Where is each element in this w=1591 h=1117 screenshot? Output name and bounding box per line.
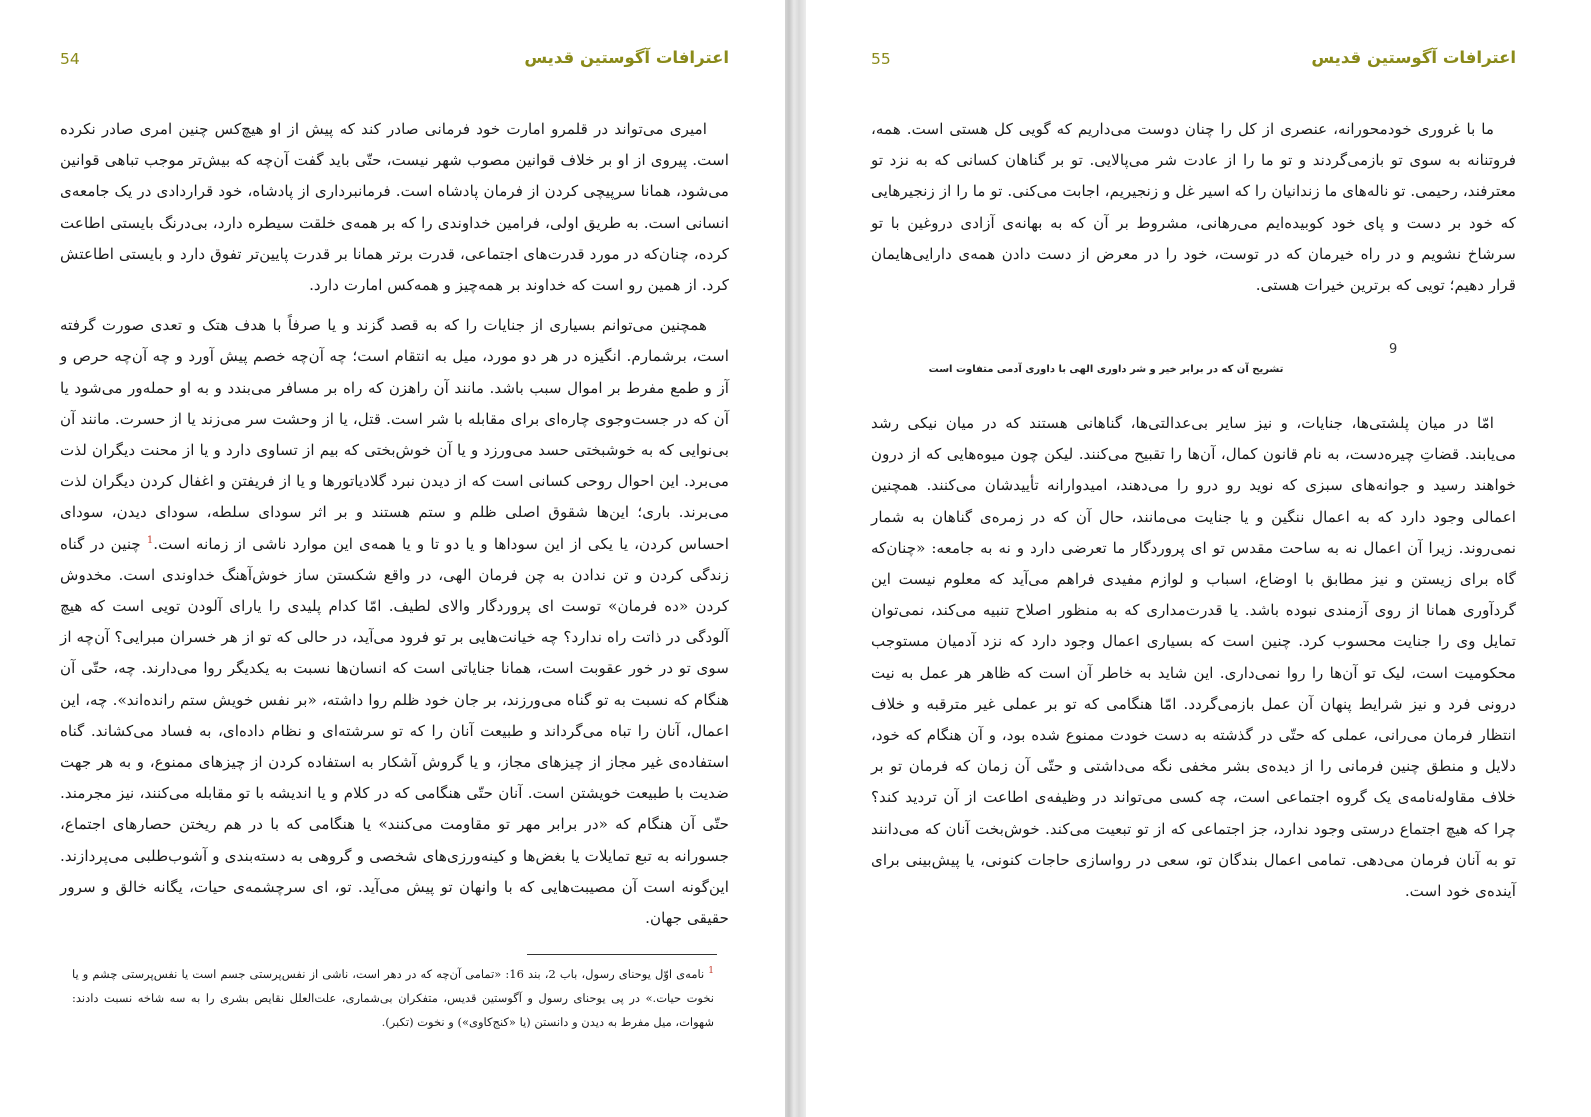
book-spine-gutter xyxy=(785,0,806,1117)
left-page-body xyxy=(60,114,729,934)
chapter-number: 9 xyxy=(1389,342,1398,357)
left-paragraph-2 xyxy=(60,310,729,934)
chapter-title: تشریح آن که در برابر خیر و شر داوری الهی با داوری آدمی متفاوت است xyxy=(928,364,1284,375)
left-page-header xyxy=(60,48,729,76)
left-paragraph-2-part-2: چنین در گناه زندگی کردن و تن ندادن به چن فرمان الهی، در واقع شکستن ساز خوش‌آهنگ خداوندی است. مخدوش کردن «ده فرمان» توست ای پروردگار والای لطیف. امّا کدام پلیدی را یارای آلودن تویی است که هیچ آلودگی در ذاتت راه ندارد؟ چه خیانت‌هایی بر تو فرود می‌آید، در حالی که تو از هر خسران مبرایی؟ آن‌چه از سوی تو در خور عقوبت است، همانا جنایاتی است که انسان‌ها نسبت به یکدیگر روا می‌دارند. چه، حتّی آن هنگام که نسبت به تو گناه می‌ورزند، بر جان خود ظلم روا داشته، «بر نفس خویش ستم رانده‌اند». چه، این اعمال، آنان را تباه می‌گرداند و طبیعت آنان را که تو سرشته‌ای و نظام داده‌ای، به فساد می‌کشاند. گناه استفاده‌ی غیر مجاز از چیزهای مجاز، و یا گروش آشکار به استفاده کردن از چیزهای ممنوع، و به هر جهت ضدیت با طبیعت خویشتن است. آنان حتّی هنگامی که در کلام و یا اندیشه با تو مقابله می‌کنند، نیز مجرمند. حتّی آن هنگام که «در برابر مهر تو مقاومت می‌کنند» یا هنگامی که با در هم ریختن حصارهای اجتماع، جسورانه به تبع تمایلات یا بغض‌ها و کینه‌ورزی‌های شخصی و گروهی به دسته‌بندی و آشوب‌طلبی می‌پردازند. این‌گونه است آن مصیبت‌هایی که با وانهان تو پیش می‌آید. تو، ای سرچشمه‌ی حیات، یگانه خالق و سرور حقیقی جهان. xyxy=(60,534,729,928)
page-number-right: 55 xyxy=(871,50,891,68)
footnote-separator xyxy=(527,954,717,955)
right-page-body-top xyxy=(871,114,1516,301)
right-page-body-bottom xyxy=(871,408,1516,907)
right-paragraph-bottom: امّا در میان پلشتی‌ها، جنایات، و نیز سایر بی‌عدالتی‌ها، گناهانی هستند که در میان نیکی رشد می‌یابند. قضاتِ چیره‌دست، به نام قانون کمال، آن‌ها را تقبیح می‌کنند. لیکن چون میوه‌هایی که از درون خواهند رسید و جوانه‌های سبزی که نوید رو درو را می‌دهند، امیدوارانه تأییدشان می‌کنند. همچنین اعمالی وجود دارد که به اعمال ننگین و یا جنایت می‌مانند، حال آن که در زمره‌ی گناهان به شمار نمی‌روند. زیرا آن اعمال نه به ساحت مقدس تو ای پروردگار ما تعرضی دارد و نه به جامعه: «چنان‌که گاه برای زیستن و نیز مطابق با اوضاع، اسباب و لوازم مفیدی فراهم می‌آید که معلوم نیست این گردآوری همانا از روی آزمندی نبوده باشد. یا قدرت‌مداری که به منظور اصلاح تنبیه می‌کند، نمی‌توان تمایل وی را جنایت محسوب کرد. چنین است که بسیاری اعمال وجود دارد که نزد آدمیان مستوجب محکومیت است، لیک تو آن‌ها را روا نمی‌داری. این شاید به خاطر آن است که ظاهر هر عمل به نیت درونی فرد و نیز شرایط پنهان آن عمل بازمی‌گردد. امّا هنگامی که تو بر عملی غیر مترقبه و خلاف انتظار فرمان می‌رانی، عملی که حتّی در گذشته به دست خودت ممنوع شده بود، و آن هنگام که خود، دلایل و منطق چنین فرمانی را از دیده‌ی بشر مخفی نگه می‌داشتی و حتّی آن زمان که فرمان تو بر خلاف مقاوله‌نامه‌ی یک گروه اجتماعی است، چه کسی می‌تواند در وظیفه‌ی اطاعت از آن تردید کند؟ چرا که هیچ اجتماع درستی وجود ندارد، جز اجتماعی که از تو تبعیت می‌کند. خوش‌بخت آنان که می‌دانند تو به آنان فرمان می‌دهی. تمامی اعمال بندگان تو، سعی در رواسازی حاجات کنونی، یا پیش‌بینی برای آینده‌ی خود است. xyxy=(871,414,1516,901)
right-page xyxy=(806,0,1591,1117)
left-paragraph-2-part-1: همچنین می‌توانم بسیاری از جنایات را که به قصد گزند و یا صرفاً با هدف هتک و تعدی صورت گرفته است، برشمارم. انگیزه در هر دو مورد، میل به انتقام است؛ چه آن‌چه خصم پیش آورد و چه آن‌چه حرص و آز و طمع مفرط بر اموال سبب باشد. مانند آن راهزن که راه بر مسافر می‌بندد و به او حمله‌ور می‌شود یا آن که در جست‌وجوی چاره‌ای برای مقابله با شر است. قتل، یا از وحشت سر می‌زند یا از حسرت. مانند آن بی‌نوایی که به خوشبختی حسد می‌ورزد و یا آن خوش‌بختی که بیم از تساوی دارد و یا از محنت دیگران لذت می‌برد. این احوال روحی کسانی است که از دیدن نبرد گلادیاتورها و یا از فریفتن و اغفال کردن دیگران لذت می‌برند. باری؛ این‌ها شقوق اصلی ظلم و ستم هستند و بر اثر سودای سلطه، سودای دیدن، سودای احساس کردن، یا یکی از این سوداها و یا دو تا و یا همه‌ی این موارد ناشی از زمانه است. xyxy=(60,316,730,553)
left-page xyxy=(0,0,785,1117)
book-title-left: اعترافات آگوستین قدیس xyxy=(524,48,729,67)
footnote-mark: 1 xyxy=(708,966,715,977)
footnote-reference[interactable]: 1 xyxy=(146,534,154,546)
right-page-header xyxy=(871,48,1516,76)
left-paragraph-1: امیری می‌تواند در قلمرو امارت خود فرمانی صادر کند که پیش از او هیچ‌کس چنین امری صادر نکرده است. پیروی از او بر خلاف قوانین مصوب شهر نیست، حتّی باید گفت آن‌چه که بیش‌تر موجب تباهی قوانین می‌شود، همانا سرپیچی کردن از فرمان پادشاه است. فرمانبرداری از پادشاه، خود قراردادی در یک جامعه‌ی انسانی است. به طریق اولی، فرامین خداوندی را که بر همه‌ی خلقت سیطره دارد، بی‌درنگ بایستی اطاعت کرده، چنان‌که در مورد قدرت‌های اجتماعی، قدرت برتر همانا بر قدرت پایین‌تر تفوق دارد و بایستی اطاعتش کرد. از همین رو است که خداوند بر همه‌چیز و همه‌کس امارت دارد. xyxy=(60,120,729,295)
footnote-text: نامه‌ی اوّل یوحنای رسول، باب 2، بند 16: «تمامی آن‌چه که در دهر است، ناشی از نفس‌پرستی جسم است یا نفس‌پرستی چشم و یا نخوت حیات.» در پی یوحنای رسول و آگوستین قدیس، متفکران بی‌شماری، علت‌العلل نقایص بشری را به سه شاخه نسبت دادند: شهوات، میل مفرط به دیدن و دانستن (یا «کنج‌کاوی») و نخوت (تکبر). xyxy=(72,967,714,1029)
footnote xyxy=(72,962,714,1034)
page-number-left: 54 xyxy=(60,50,80,68)
right-paragraph-top: ما با غروری خودمحورانه، عنصری از کل را چنان دوست می‌داریم که گویی کل هستی است. همه، فروتنانه به سوی تو بازمی‌گردند و تو ما را از عادت شر می‌پالایی. تو بر گناهان کسانی که به نزد تو معترفند، رحیمی. تو ناله‌های ما زندانیان را که اسیر غل و زنجیریم، اجابت می‌کنی. تو ما را از زنجیرهایی که خود بر دست و پای خود کوبیده‌ایم می‌رهانی، مشروط بر آن که به بهانه‌ی آزادی دروغین با تو سرشاخ نشویم و در راه خیرمان که در توست، خود را در معرض از دست دادن همه‌ی دارایی‌هایمان قرار دهیم؛ تویی که برترین خیرات هستی. xyxy=(871,120,1516,295)
book-title-right: اعترافات آگوستین قدیس xyxy=(1311,48,1516,67)
